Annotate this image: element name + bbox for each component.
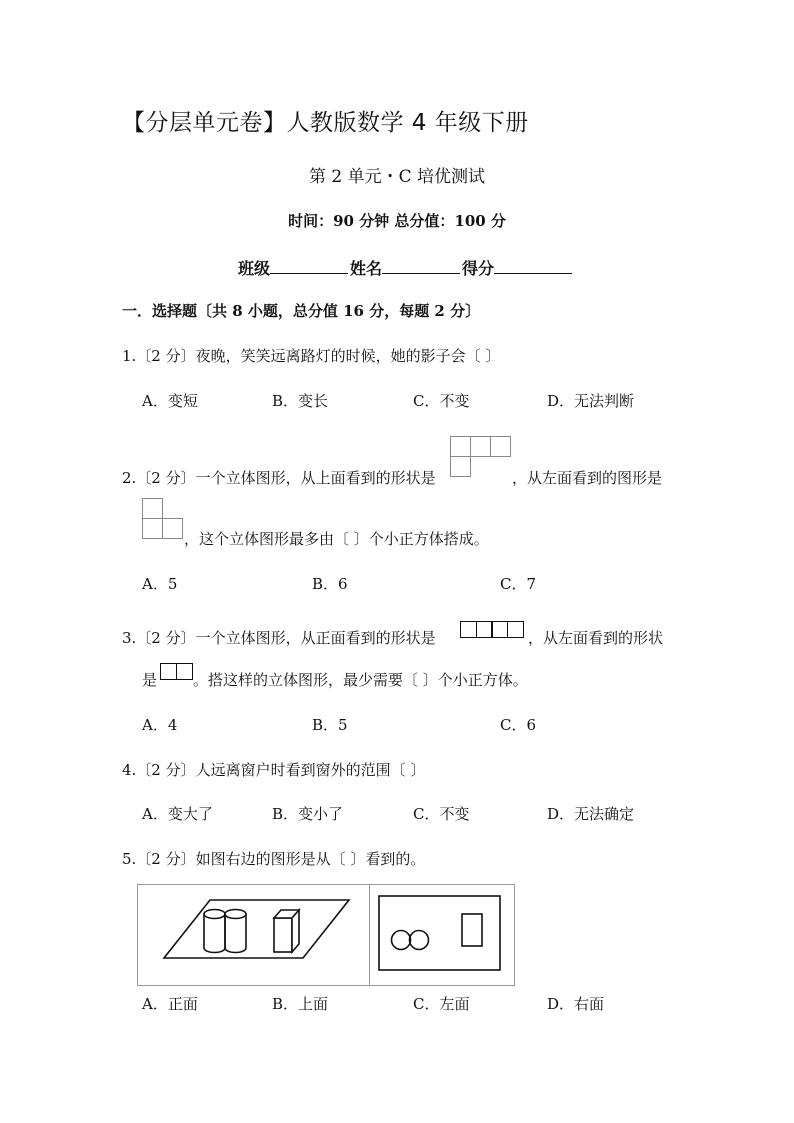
question-1-option-b: B．变长 xyxy=(272,392,329,410)
time-info: 时间：90 分钟 总分值：100 分 xyxy=(288,212,506,230)
question-1-text: 1.〔2 分〕夜晚，笑笑远离路灯的时候，她的影子会〔 〕 xyxy=(122,347,501,365)
question-1-option-d: D．无法判断 xyxy=(547,392,635,410)
question-2-option-c: C．7 xyxy=(500,575,537,593)
class-blank xyxy=(270,257,348,274)
scene-top-view xyxy=(379,896,500,970)
question-5-text: 5.〔2 分〕如图右边的图形是从〔 〕看到的。 xyxy=(122,850,426,868)
question-4-option-c: C．不变 xyxy=(413,805,470,823)
question-5-figure xyxy=(137,884,515,986)
name-blank xyxy=(382,257,460,274)
question-2-text-a: 2.〔2 分〕一个立体图形，从上面看到的形状是 xyxy=(122,469,436,487)
question-5-option-c: C．左面 xyxy=(413,995,470,1013)
question-2-text-c: ，这个立体图形最多由〔 〕个小正方体搭成。 xyxy=(184,530,489,548)
question-4-option-d: D．无法确定 xyxy=(547,805,635,823)
name-label: 姓名 xyxy=(350,259,383,278)
question-3-option-c: C．6 xyxy=(500,716,537,734)
question-2-option-a: A．5 xyxy=(142,575,178,593)
score-label: 得分 xyxy=(462,259,495,278)
section-heading: 一．选择题〔共 8 小题，总分值 16 分，每题 2 分〕 xyxy=(122,302,481,320)
question-5-option-a: A．正面 xyxy=(142,995,198,1013)
question-3-text-a: 3.〔2 分〕一个立体图形，从正面看到的形状是 xyxy=(122,629,436,647)
question-2-option-b: B．6 xyxy=(312,575,348,593)
question-2-text-b: ，从左面看到的图形是 xyxy=(512,469,663,487)
question-4-text: 4.〔2 分〕人远离窗户时看到窗外的范围〔 〕 xyxy=(122,761,426,779)
question-5-option-b: B．上面 xyxy=(272,995,329,1013)
question-3-text-c: 。搭这样的立体图形，最少需要〔 〕个小正方体。 xyxy=(193,671,528,689)
left-view-two-squares xyxy=(160,663,192,681)
question-3-text-b: ，从左面看到的形状 xyxy=(528,629,664,647)
question-4-option-a: A．变大了 xyxy=(142,805,213,823)
question-3-option-a: A．4 xyxy=(142,716,178,734)
student-info-line xyxy=(238,256,574,279)
question-5-option-d: D．右面 xyxy=(547,995,605,1013)
class-label: 班级 xyxy=(238,259,271,278)
page-subtitle: 第 2 单元・C 培优测试 xyxy=(308,167,486,187)
left-view-figure xyxy=(142,498,184,540)
question-1-option-a: A．变短 xyxy=(142,392,198,410)
question-4-option-b: B．变小了 xyxy=(272,805,344,823)
question-3-option-b: B．5 xyxy=(312,716,348,734)
scene-perspective xyxy=(164,900,349,958)
front-view-figure xyxy=(460,621,524,639)
question-3-text-c-pre: 是 xyxy=(142,671,158,689)
base-plane xyxy=(164,900,349,958)
score-blank xyxy=(494,257,572,274)
page-title: 【分层单元卷】人教版数学 4 年级下册 xyxy=(122,110,529,136)
top-view-figure xyxy=(450,436,512,478)
question-1-option-c: C．不变 xyxy=(413,392,470,410)
